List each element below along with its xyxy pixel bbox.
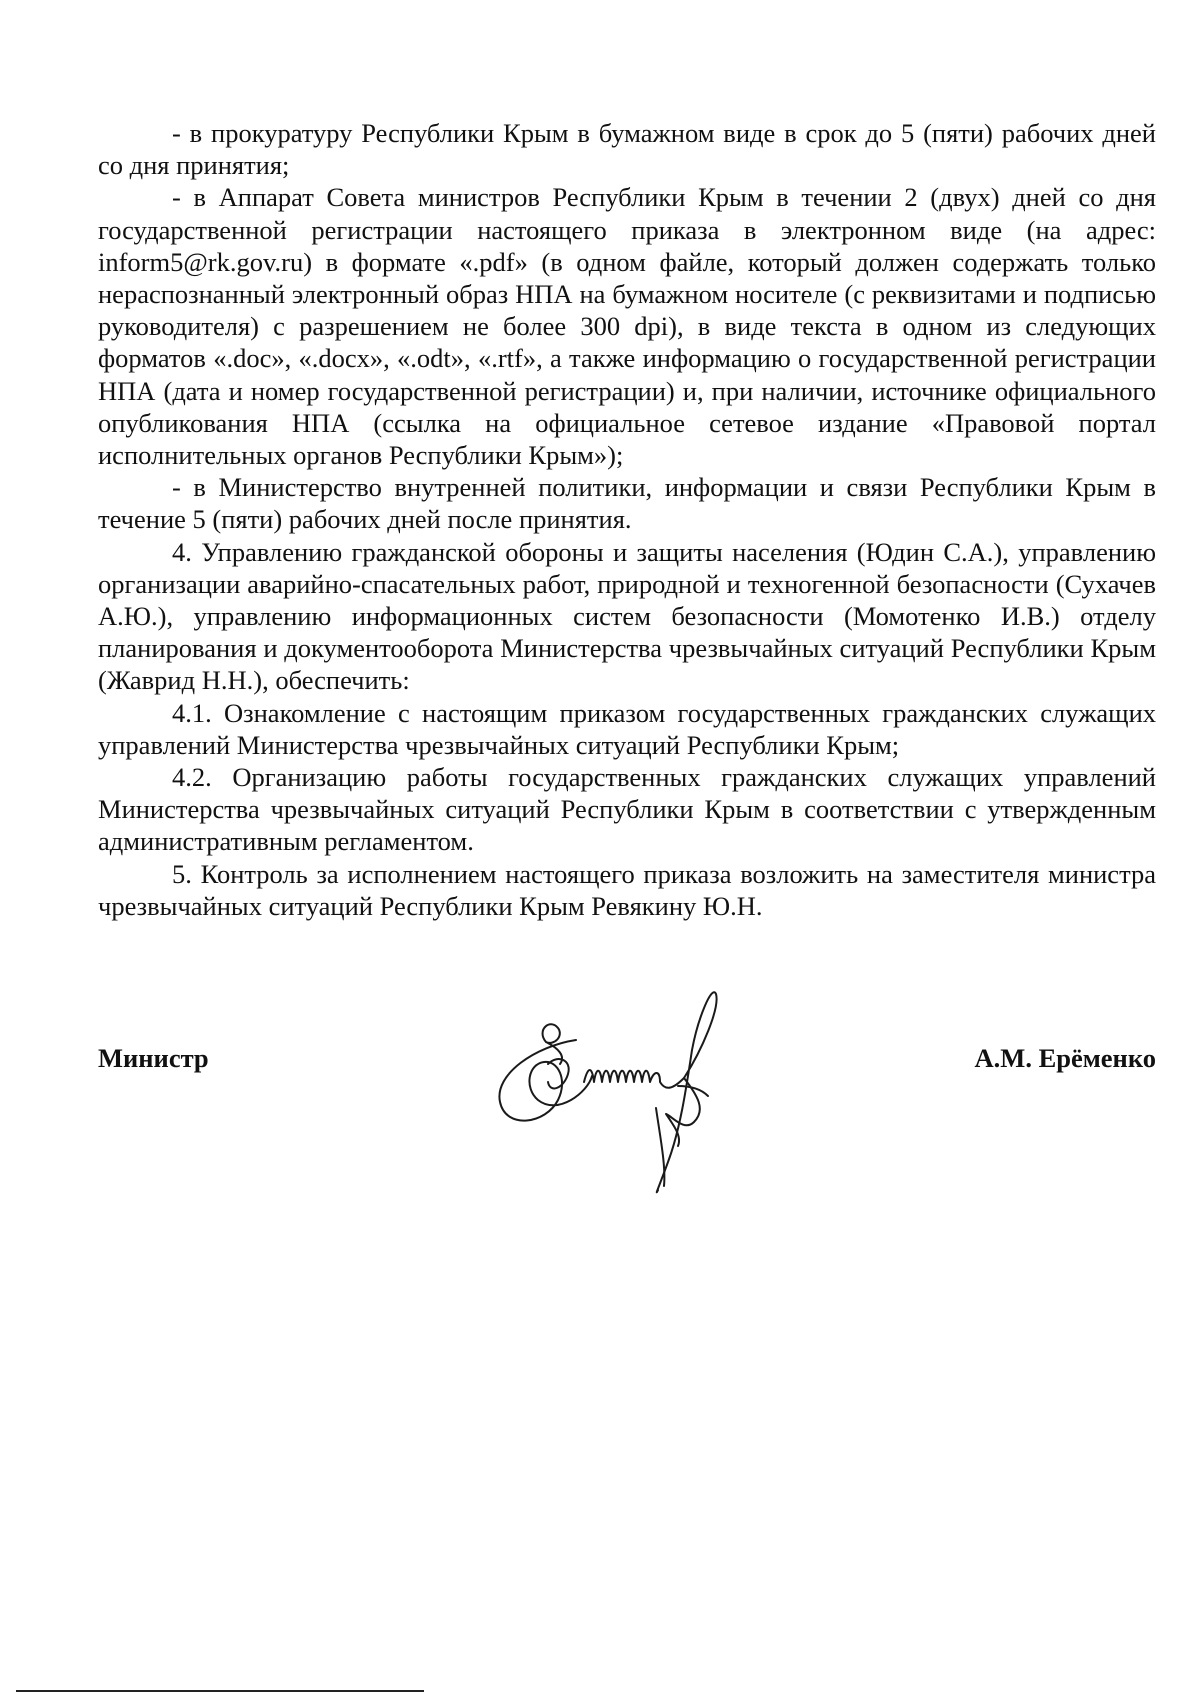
signer-title: Министр — [98, 1043, 209, 1073]
paragraph-council-apparatus: - в Аппарат Совета министров Республики Крым в течении 2 (двух) дней со дня государственной регистрации настоящего приказа в электронном виде (на адрес: inform5@rk.gov.ru) в формате «.pdf» (в одном файле, который должен содержать только нераспознанный электронный образ НПА на бумажном носителе (с реквизитами и подписью руководителя) с разрешением не более 300 dpi), в виде текста в одном из следующих форматов «.doc», «.docx», «.odt», «.rtf», а также информацию о государственной регистрации НПА (дата и номер государственной регистрации) и, при наличии, источнике официального опубликования НПА (ссылка на официальное сетевое издание «Правовой портал исполнительных органов Республики Крым»); — [98, 182, 1156, 471]
document-body — [98, 117, 1156, 922]
paragraph-item-5: 5. Контроль за исполнением настоящего приказа возложить на заместителя министра чрезвычайных ситуаций Республики Крым Ревякину Ю.Н. — [98, 858, 1156, 921]
paragraph-internal-policy-ministry: - в Министерство внутренней политики, информации и связи Республики Крым в течение 5 (пяти) рабочих дней после принятия. — [98, 472, 1156, 535]
signer-name: А.М. Ерёменко — [974, 1043, 1156, 1073]
footer-rule — [16, 1690, 424, 1692]
paragraph-item-4: 4. Управлению гражданской обороны и защиты населения (Юдин С.А.), управлению организации аварийно-спасательных работ, природной и техногенной безопасности (Сухачев А.Ю.), управлению информационных систем безопасности (Момотенко И.В.) отделу планирования и документооборота Министерства чрезвычайных ситуаций Республики Крым (Жаврид Н.Н.), обеспечить: — [98, 536, 1156, 696]
handwritten-signature — [488, 990, 768, 1205]
paragraph-prosecutor: - в прокуратуру Республики Крым в бумажном виде в срок до 5 (пяти) рабочих дней со дня принятия; — [98, 118, 1156, 181]
paragraph-item-4-1: 4.1. Ознакомление с настоящим приказом государственных гражданских служащих управлений Министерства чрезвычайных ситуаций Республики Крым; — [98, 697, 1156, 760]
paragraph-item-4-2: 4.2. Организацию работы государственных гражданских служащих управлений Министерства чрезвычайных ситуаций Республики Крым в соответствии с утвержденным административным регламентом. — [98, 762, 1156, 857]
